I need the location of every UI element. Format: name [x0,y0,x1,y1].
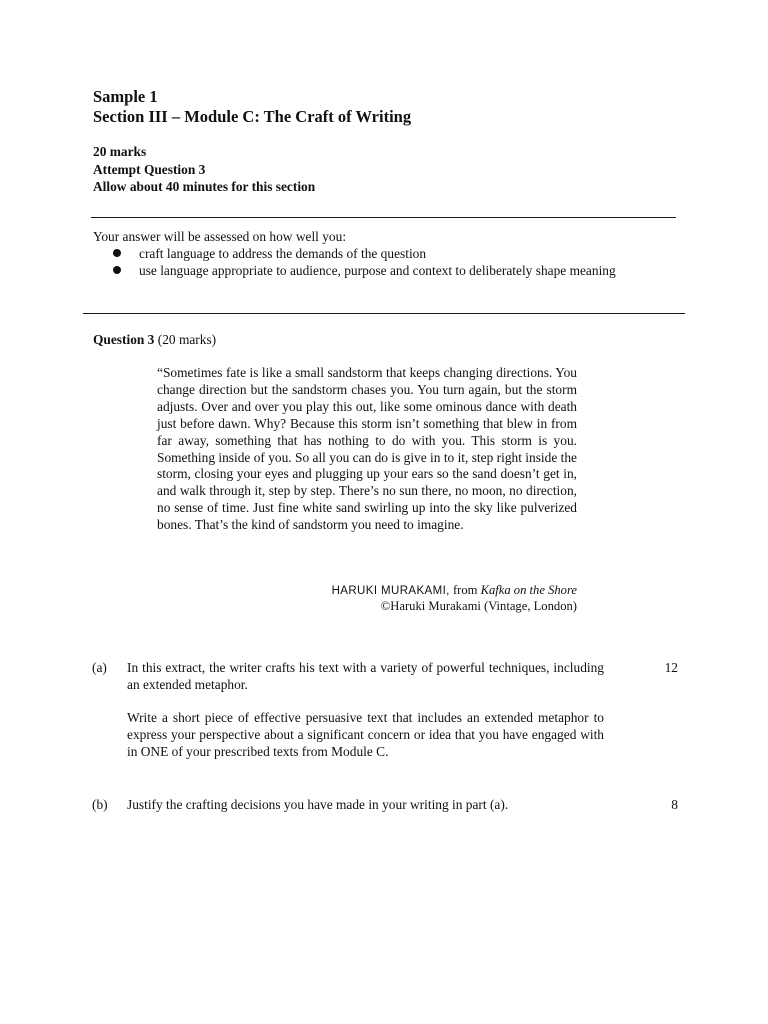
time-instruction: Allow about 40 minutes for this section [93,179,316,194]
part-a-marks: 12 [664,660,678,675]
part-b-marks: 8 [671,797,678,812]
part-a-task: Write a short piece of effective persuasive text that includes an extended metaphor to express your perspective about a significant concern or idea that you have engaged with in ONE of your prescribed texts from Module C. [127,710,604,759]
criteria-list [93,245,676,279]
bullet-icon [113,249,121,257]
section-instructions [93,143,315,196]
extract-attribution [300,583,577,614]
criteria-item [93,245,676,262]
question-label: Question 3 [93,332,155,347]
section-heading: Section III – Module C: The Craft of Writing [93,107,412,126]
attribution-copyright: ©Haruki Murakami (Vintage, London) [380,599,577,613]
attempt-instruction: Attempt Question 3 [93,161,206,177]
part-a-label: (a) [92,660,107,675]
section-title-block [93,87,411,127]
criteria-text: use language appropriate to audience, purpose and context to deliberately shape meaning [139,263,616,278]
attribution-author: HARUKI MURAKAMI, [331,585,450,597]
criteria-text: craft language to address the demands of the question [139,246,427,261]
assessment-intro: Your answer will be assessed on how well you: [93,229,347,244]
assessment-criteria [93,228,676,279]
question-heading [93,331,216,348]
criteria-item [93,262,676,279]
divider-middle [83,313,685,314]
attribution-source: Kafka on the Shore [480,583,577,597]
attribution-from: from [452,583,478,597]
marks-label: 20 marks [93,144,147,159]
part-b-task: Justify the crafting decisions you have made in your writing in part (a). [127,797,509,812]
sample-label: Sample 1 [93,87,158,106]
bullet-icon [113,266,121,274]
divider-top [91,217,676,218]
part-a-context: In this extract, the writer crafts his text with a variety of powerful techniques, including an extended metaphor. [127,660,604,692]
extract-quote: “Sometimes fate is like a small sandstorm that keeps changing directions. You change direction but the sandstorm chases you. You turn again, but the storm adjusts. Over and over you play this out, like some ominous dance with death just before dawn. Why? Because this storm isn’t something that blew in from far away, something that has nothing to do with you. This storm is you. Something inside of you. So all you can do is give in to it, step right inside the storm, closing your eyes and plugging up your ears so the sand doesn’t get in, and walk through it, step by step. There’s no sun there, no moon, no direction, no sense of time. Just fine white sand swirling up into the sky like pulverized bones. That’s the kind of sandstorm you need to imagine. [157,365,577,533]
question-marks: (20 marks) [157,332,217,347]
part-b-label: (b) [92,797,108,812]
